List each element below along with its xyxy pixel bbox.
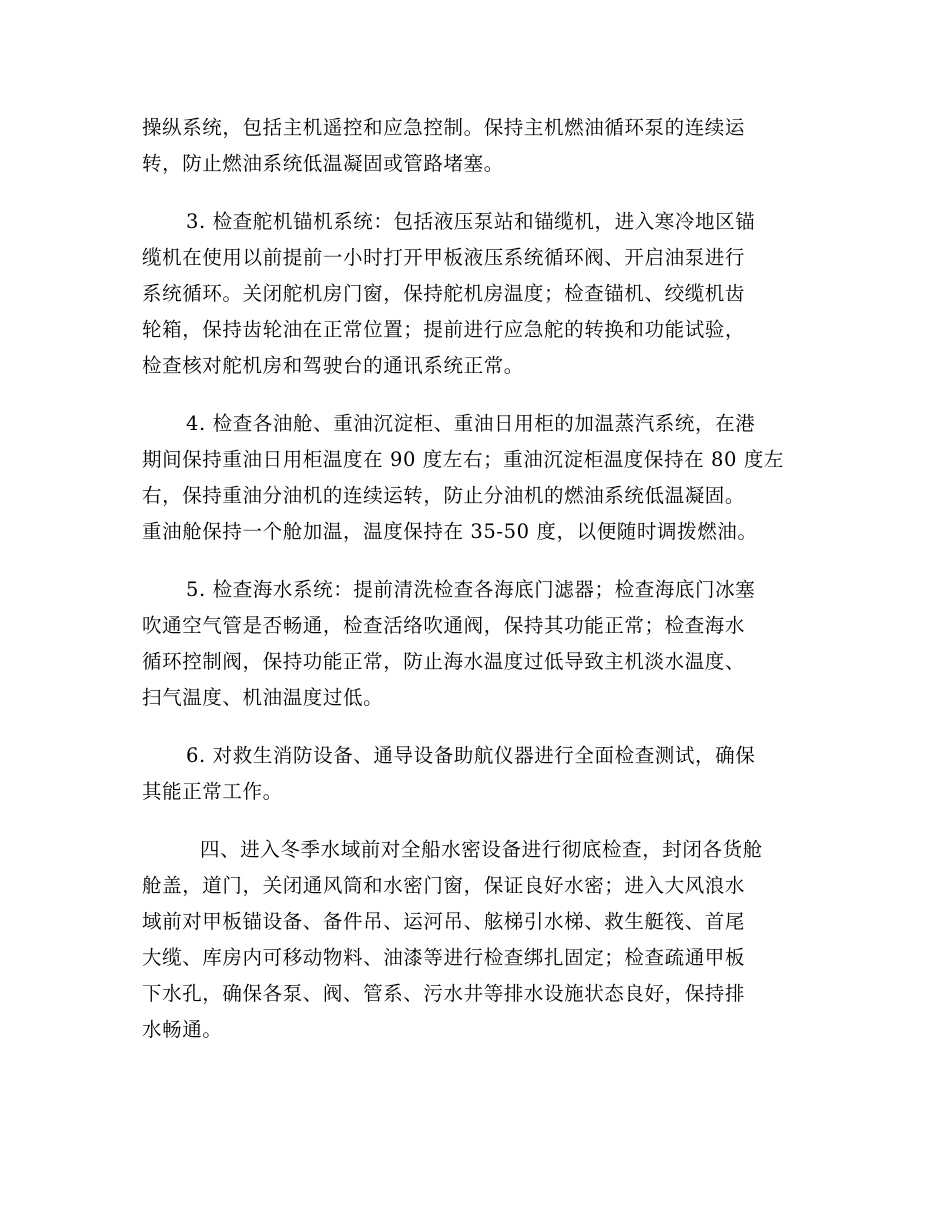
- paragraph-item-3: [142, 204, 810, 384]
- text-line: 5. 检查海水系统：提前清洗检查各海底门滤器；检查海底门冰塞: [186, 578, 756, 601]
- paragraph-item-4: [142, 406, 810, 550]
- text-line: 轮箱，保持齿轮油在正常位置；提前进行应急舵的转换和功能试验，: [142, 318, 746, 341]
- text-line: 域前对甲板锚设备、备件吊、运河吊、舷梯引水梯、救生艇筏、首尾: [142, 910, 746, 933]
- text-line: 期间保持重油日用柜温度在 90 度左右；重油沉淀柜温度保持在 80 度左: [142, 448, 785, 471]
- text-line: 重油舱保持一个舱加温，温度保持在 35-50 度，以便随时调拨燃油。: [142, 520, 758, 543]
- paragraph-gap: [142, 182, 810, 204]
- text-line: 系统循环。关闭舵机房门窗，保持舵机房温度；检查锚机、绞缆机齿: [142, 282, 746, 305]
- text-line: 6. 对救生消防设备、通导设备助航仪器进行全面检查测试，确保: [186, 744, 756, 767]
- text-line: 转，防止燃油系统低温凝固或管路堵塞。: [142, 152, 504, 175]
- text-line: 扫气温度、机油温度过低。: [142, 686, 384, 709]
- paragraph-item-5: [142, 572, 810, 716]
- paragraph-gap: [142, 716, 810, 738]
- text-line: 大缆、库房内可移动物料、油漆等进行检查绑扎固定；检查疏通甲板: [142, 946, 746, 969]
- text-line: 舱盖，道门，关闭通风筒和水密门窗，保证良好水密；进入大风浪水: [142, 874, 746, 897]
- text-line: 水畅通。: [142, 1018, 223, 1041]
- text-line: 下水孔，确保各泵、阀、管系、污水井等排水设施状态良好，保持排: [142, 982, 746, 1005]
- document-body: [142, 110, 810, 1048]
- text-line: 3. 检查舵机锚机系统：包括液压泵站和锚缆机，进入寒冷地区锚: [186, 210, 756, 233]
- text-line: 循环控制阀，保持功能正常，防止海水温度过低导致主机淡水温度、: [142, 650, 746, 673]
- paragraph-gap: [142, 550, 810, 572]
- text-line: 吹通空气管是否畅通，检查活络吹通阀，保持其功能正常；检查海水: [142, 614, 746, 637]
- paragraph-gap: [142, 810, 810, 832]
- paragraph-item-6: [142, 738, 810, 810]
- text-line: 其能正常工作。: [142, 780, 283, 803]
- text-line: 4. 检查各油舱、重油沉淀柜、重油日用柜的加温蒸汽系统，在港: [186, 412, 756, 435]
- paragraph-section-4: [142, 832, 810, 1048]
- paragraph-gap: [142, 384, 810, 406]
- text-line: 检查核对舵机房和驾驶台的通讯系统正常。: [142, 354, 524, 377]
- text-line: 操纵系统，包括主机遥控和应急控制。保持主机燃油循环泵的连续运: [142, 116, 746, 139]
- text-line: 右，保持重油分油机的连续运转，防止分油机的燃油系统低温凝固。: [142, 484, 746, 507]
- text-line: 缆机在使用以前提前一小时打开甲板液压系统循环阀、开启油泵进行: [142, 246, 746, 269]
- text-line: 四、进入冬季水域前对全船水密设备进行彻底检查，封闭各货舱: [200, 838, 763, 861]
- paragraph-continued: [142, 110, 810, 182]
